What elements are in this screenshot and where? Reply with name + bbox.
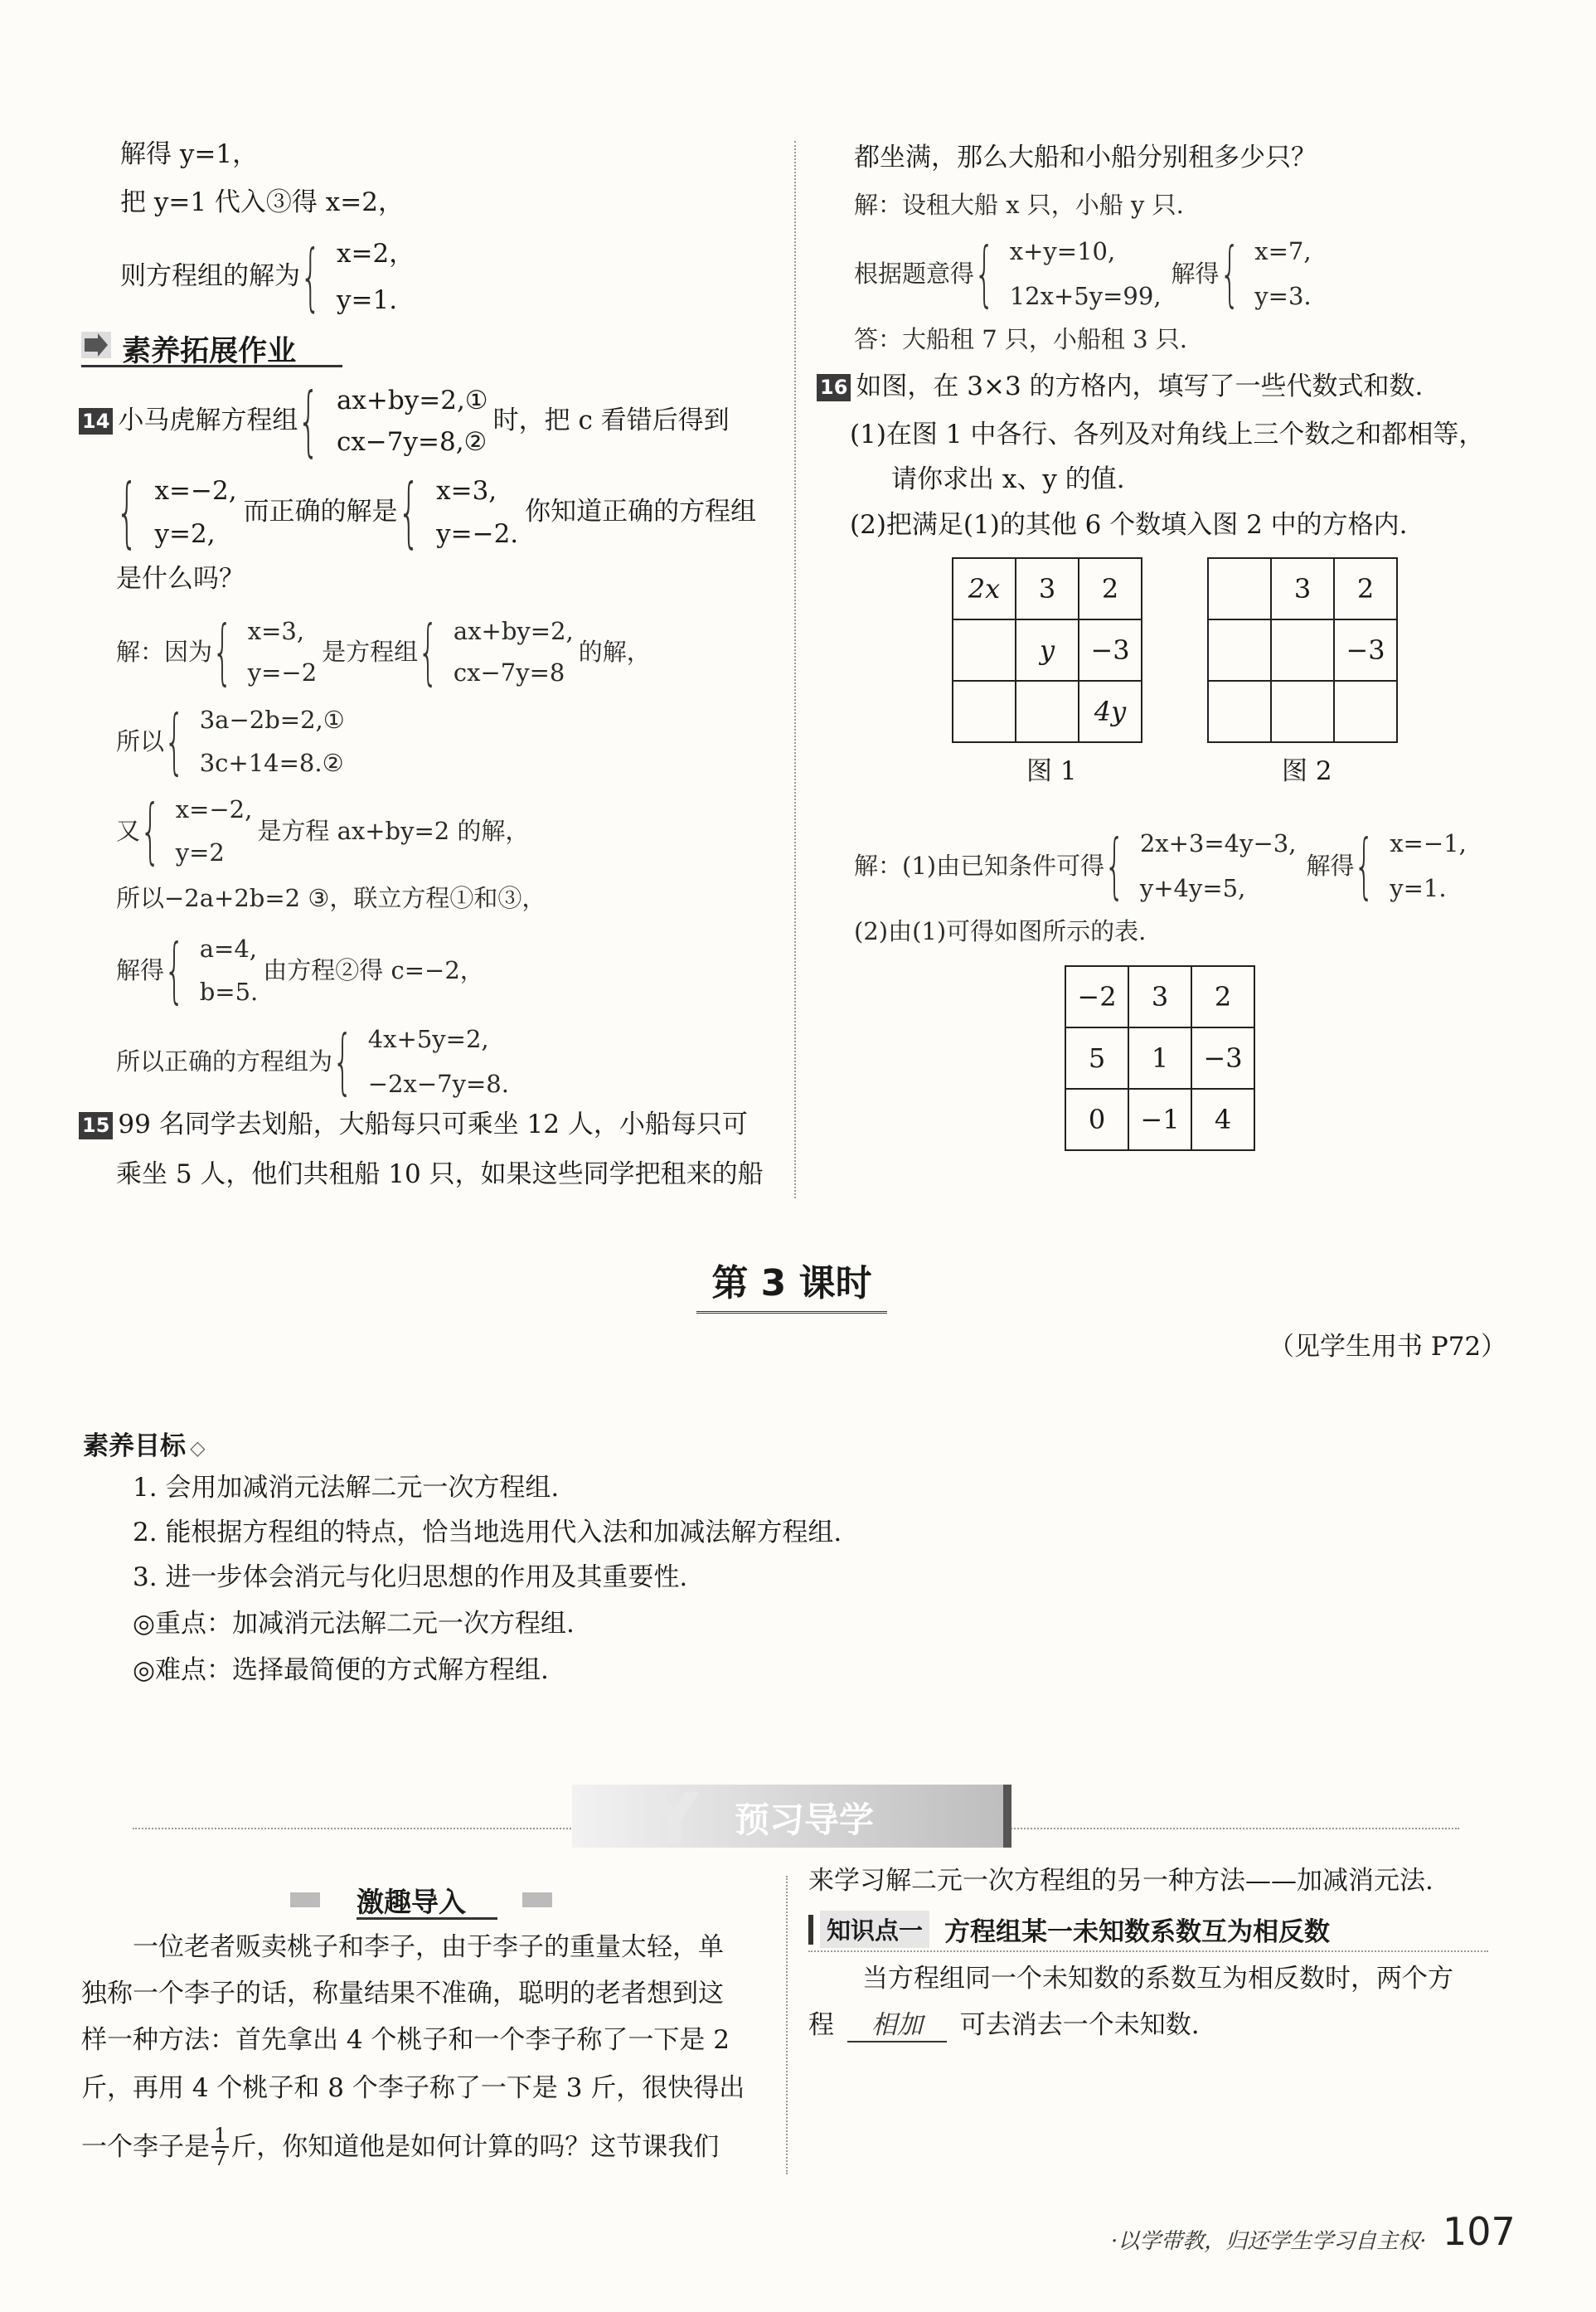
solution-text: 由方程②得 c=−2，: [263, 955, 484, 984]
system-line: x=3,: [247, 617, 305, 645]
question-number: 15: [79, 1112, 113, 1139]
question-text: 请你求出 x、y 的值.: [891, 464, 1125, 494]
intro-text: 一位老者贩卖桃子和李子，由于李子的重量太轻，单: [133, 1932, 724, 1962]
system-line: x=−1,: [1390, 829, 1467, 857]
header-bar-icon: [522, 1892, 552, 1907]
q14-solution1: [116, 610, 651, 693]
brace-icon: {: [140, 789, 161, 872]
solution-text: 解：因为: [116, 637, 213, 666]
grid-cell: [1271, 619, 1334, 681]
knowledge-point-title: 方程组某一未知数系数互为相反数: [944, 1917, 1331, 1947]
page-number: 107: [1443, 2209, 1516, 2254]
grid-cell: 4: [1191, 1089, 1254, 1150]
q15-solution2: [854, 229, 1312, 318]
system-line: y+4y=5,: [1139, 874, 1246, 902]
intro-header: [290, 1881, 551, 1919]
figure-1-grid: [952, 557, 1142, 743]
goal-item: 2. 能根据方程组的特点，恰当地选用代入法和加减法解方程组.: [133, 1518, 842, 1547]
solution-text: 解得: [1306, 851, 1355, 880]
solution-text: 根据题意得: [854, 259, 975, 288]
question-text: (1)在图 1 中各行、各列及对角线上三个数之和都相等，: [850, 420, 1485, 449]
grid-cell: 3: [1271, 558, 1334, 619]
grid-cell: 5: [1065, 1027, 1128, 1089]
grid-cell: 3: [1016, 558, 1079, 619]
question-text: 99 名同学去划船，大船每只可乘坐 12 人，小船每只可: [118, 1110, 748, 1139]
grid-cell: [953, 681, 1016, 742]
brace-icon: {: [164, 929, 185, 1012]
banner-title: 预习导学: [735, 1800, 875, 1840]
figure-2-grid: [1207, 557, 1398, 743]
brace-icon: {: [212, 610, 233, 693]
figure-label: 图 1: [1026, 756, 1077, 786]
solution-text: 答：大船租 7 只，小船租 3 只.: [854, 325, 1187, 353]
intro-text: 来学习解二元一次方程组的另一种方法——加减消元法.: [808, 1866, 1433, 1896]
solution-text: 是方程 ax+by=2 的解，: [257, 816, 530, 845]
brace-icon: {: [116, 468, 138, 556]
answer-grid: [1065, 965, 1255, 1151]
question-text: 如图，在 3×3 的方格内，填写了一些代数式和数.: [856, 372, 1424, 401]
question-text: 乘坐 5 人，他们共租船 10 只，如果这些同学把租来的船: [116, 1159, 764, 1189]
knowledge-point-header: [808, 1911, 1330, 1948]
grid-cell: [1208, 558, 1271, 619]
brace-icon: {: [300, 234, 322, 319]
brace-icon: {: [1354, 824, 1375, 907]
intro-text: 斤，你知道他是如何计算的吗？这节课我们: [230, 2131, 720, 2162]
system-line: cx−7y=8: [453, 658, 565, 687]
grid-cell: [1208, 681, 1271, 742]
fraction: [211, 2125, 229, 2170]
brace-icon: {: [298, 376, 320, 465]
system-line: x=−2,: [175, 795, 253, 823]
section-title: 素养拓展作业: [122, 335, 297, 368]
grid-cell: y: [1016, 619, 1079, 681]
arrow-icon: [81, 332, 111, 358]
question-text: 你知道正确的方程组: [525, 497, 757, 527]
system-line: x+y=10,: [1009, 237, 1116, 265]
question-number: 14: [79, 408, 113, 435]
grid-cell: −3: [1191, 1027, 1254, 1089]
intro-text: 一个李子是: [81, 2131, 210, 2162]
solution-text: 又: [116, 816, 141, 845]
solution-text: 所以正确的方程组为: [116, 1047, 333, 1076]
goal-difficulty: ◎难点：选择最简便的方式解方程组.: [133, 1655, 549, 1685]
solution-text: (2)由(1)可得如图所示的表.: [854, 917, 1147, 945]
preview-banner: [572, 1778, 1011, 1859]
system-line: x=3,: [436, 476, 497, 506]
column-divider: [794, 141, 796, 1198]
system-line: 2x+3=4y−3,: [1139, 829, 1297, 857]
knowledge-text-line2: [808, 2010, 1200, 2042]
grid-cell: [1016, 681, 1079, 742]
question-text: 小马虎解方程组: [118, 406, 298, 436]
system-line: −2x−7y=8.: [367, 1070, 509, 1098]
solution-text: 所以: [116, 726, 165, 755]
knowledge-text: 程: [808, 2010, 834, 2040]
goals-header: [83, 1425, 206, 1462]
grid-cell: 2x: [953, 558, 1016, 619]
brace-icon: {: [974, 232, 995, 315]
intro-text: 斤，再用 4 个桃子和 8 个李子称了一下是 3 斤，很快得出: [81, 2073, 745, 2103]
fraction-numerator: 1: [211, 2125, 229, 2148]
grid-cell: 0: [1065, 1089, 1128, 1150]
brace-icon: {: [1219, 232, 1240, 315]
marker-bar: [808, 1915, 813, 1945]
banner-end-bar: [1003, 1785, 1011, 1848]
q14-line1: [79, 376, 730, 465]
grid-cell: −1: [1128, 1089, 1191, 1150]
system-line: cx−7y=8,②: [336, 427, 488, 457]
solution-text: 解：(1)由已知条件可得: [854, 851, 1105, 880]
intro-text: 独称一个李子的话，称量结果不准确，聪明的老者想到这: [81, 1979, 724, 2008]
diamond-icon: ◇: [190, 1436, 206, 1460]
knowledge-point-tag: 知识点一: [820, 1911, 929, 1948]
grid-cell: [1271, 681, 1334, 742]
question-text: 而正确的解是: [243, 497, 398, 527]
brace-icon: {: [1104, 824, 1125, 907]
brace-icon: {: [418, 610, 439, 693]
title-underline: [357, 1917, 497, 1920]
goal-item: 1. 会用加减消元法解二元一次方程组.: [133, 1473, 560, 1503]
header-bar-icon: [290, 1892, 320, 1907]
fill-in-blank-answer: 相加: [847, 2010, 947, 2042]
lesson-title: [696, 1256, 887, 1314]
question-text: 是什么吗？: [116, 564, 245, 594]
intro-title: 激趣导入: [357, 1886, 466, 1918]
system-line: 4x+5y=2,: [367, 1025, 489, 1053]
q14-solution6: [116, 1017, 509, 1106]
grid-cell: −2: [1065, 966, 1128, 1027]
brace-icon: {: [332, 1020, 353, 1103]
grid-cell: [1208, 619, 1271, 681]
y-letter-icon: Y: [648, 1778, 699, 1859]
system-line: y=−2.: [436, 519, 519, 549]
system-line: 12x+5y=99,: [1009, 282, 1162, 310]
question-text: 都坐满，那么大船和小船分别租多少只？: [854, 143, 1317, 172]
system-line: x=7,: [1254, 237, 1312, 265]
q14-solution2: [116, 698, 345, 784]
intro-text: 样一种方法：首先拿出 4 个桃子和一个李子称了一下是 2: [81, 2025, 730, 2055]
fraction-denominator: 7: [214, 2147, 227, 2171]
knowledge-text: 当方程组同一个未知数的系数互为相反数时，两个方: [862, 1964, 1453, 1994]
q14-solution3: [116, 788, 529, 874]
solution-text: 的解，: [578, 637, 651, 666]
footer-slogan: ·以学带教，归还学生学习自主权·: [1111, 2229, 1427, 2254]
column-divider: [786, 1876, 788, 2174]
system-line: x=−2,: [154, 476, 237, 506]
system-line: y=2,: [154, 519, 216, 549]
intro-text-fraction-line: [81, 2125, 719, 2170]
system-line: y=3.: [1254, 282, 1312, 310]
knowledge-text: 可去消去一个未知数.: [959, 2010, 1200, 2040]
grid-cell: 1: [1128, 1027, 1191, 1089]
lesson-title-text: 第 3 课时: [711, 1262, 872, 1304]
brace-icon: {: [164, 700, 185, 783]
system-line: y=2: [175, 838, 225, 867]
figure-label: 图 2: [1282, 756, 1332, 786]
grid-cell: −3: [1334, 619, 1397, 681]
solution-text: 所以−2a+2b=2 ③，联立方程①和③，: [116, 884, 546, 912]
grid-cell: [953, 619, 1016, 681]
solution-system: [120, 231, 415, 323]
book-reference: （见学生用书 P72）: [1269, 1332, 1507, 1362]
q16-solution1: [854, 821, 1467, 911]
solution-text: 解得: [116, 955, 165, 984]
grid-cell: [1334, 681, 1397, 742]
q14-line2: [116, 469, 756, 556]
solution-text: 是方程组: [322, 637, 419, 666]
system-line: x=2，: [337, 239, 415, 269]
q15-line1: [79, 1110, 748, 1140]
system-line: 3c+14=8.②: [199, 749, 344, 777]
goals-title: 素养目标: [83, 1431, 186, 1461]
question-number: 16: [817, 374, 851, 401]
grid-cell: 2: [1079, 558, 1142, 619]
grid-cell: −3: [1079, 619, 1142, 681]
solution-text: 解得: [1171, 259, 1220, 288]
solution-line: 把 y=1 代入③得 x=2，: [120, 187, 404, 217]
grid-cell: 2: [1191, 966, 1254, 1027]
goal-key-point: ◎重点：加减消元法解二元一次方程组.: [133, 1609, 575, 1639]
extension-header: [81, 325, 342, 367]
system-line: y=1.: [1390, 874, 1447, 902]
solution-line: 解得 y=1，: [120, 139, 259, 169]
grid-cell: 3: [1128, 966, 1191, 1027]
system-line: y=−2: [247, 658, 318, 687]
goal-item: 3. 进一步体会消元与化归思想的作用及其重要性.: [133, 1562, 688, 1592]
solution-text: 解：设租大船 x 只，小船 y 只.: [854, 191, 1184, 219]
system-line: ax+by=2,: [453, 617, 574, 645]
rule: [808, 1950, 1488, 1952]
solution-text: 则方程组的解为: [120, 261, 300, 292]
question-text: (2)把满足(1)的其他 6 个数填入图 2 中的方格内.: [850, 510, 1408, 540]
system-line: y=1.: [337, 285, 398, 315]
grid-cell: 2: [1334, 558, 1397, 619]
question-text: 时，把 c 看错后得到: [492, 406, 730, 436]
system-line: 3a−2b=2,①: [199, 706, 345, 734]
q14-solution5: [116, 927, 484, 1013]
system-line: b=5.: [199, 978, 259, 1006]
q16-line1: [817, 372, 1423, 402]
grid-cell: 4y: [1079, 681, 1142, 742]
brace-icon: {: [397, 468, 420, 556]
system-line: a=4,: [199, 935, 257, 963]
system-line: ax+by=2,①: [336, 386, 488, 415]
